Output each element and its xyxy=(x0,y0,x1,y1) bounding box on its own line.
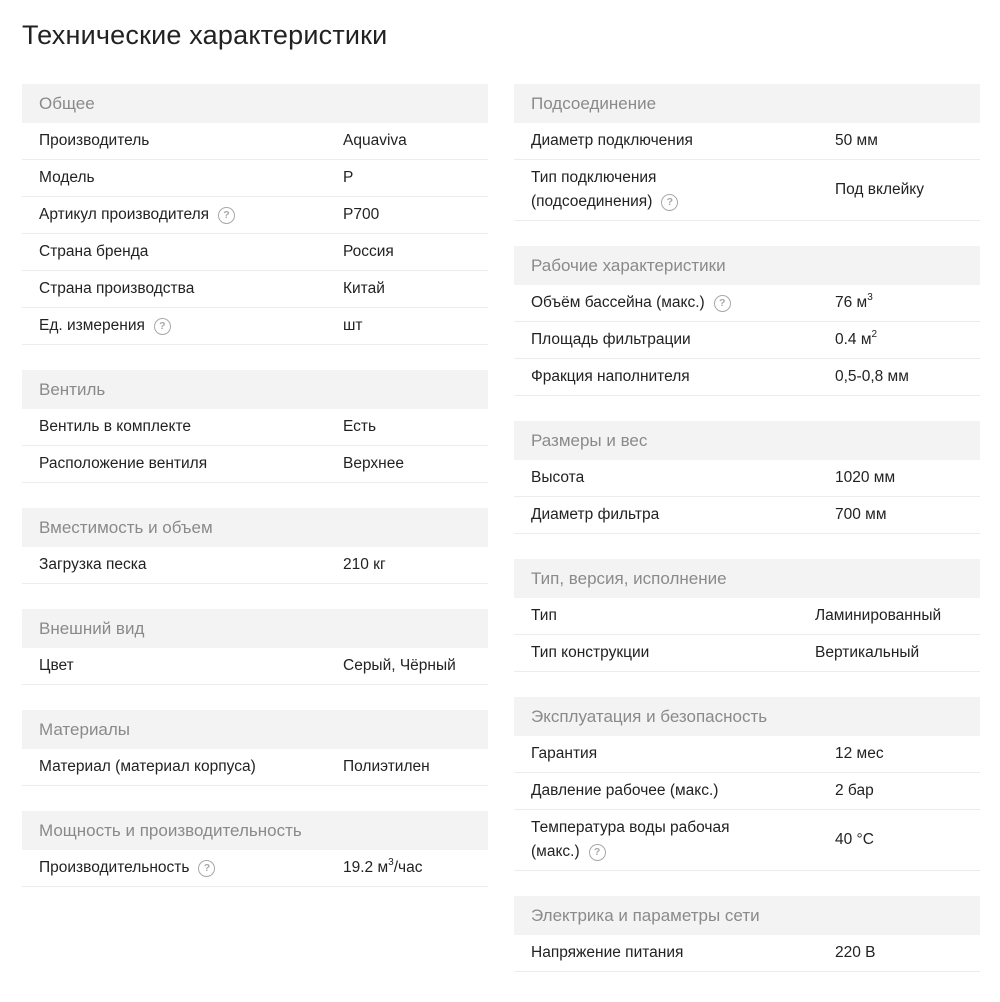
spec-value xyxy=(343,856,422,880)
spec-name: Загрузка песка xyxy=(39,556,147,573)
specs-left-column xyxy=(22,84,488,912)
spec-value: Верхнее xyxy=(343,455,404,472)
spec-row xyxy=(514,736,980,773)
section-valve xyxy=(22,370,488,483)
spec-name: Диаметр фильтра xyxy=(531,506,660,523)
spec-name: Расположение вентиля xyxy=(39,455,208,472)
spec-value: Россия xyxy=(343,243,394,260)
help-icon[interactable]: ? xyxy=(198,860,215,877)
spec-row xyxy=(22,234,488,271)
section-title: Мощность и производительность xyxy=(22,811,488,850)
spec-name-cell xyxy=(514,291,835,315)
spec-value-exponent: 3 xyxy=(867,292,873,303)
spec-row xyxy=(22,547,488,584)
spec-name-cell xyxy=(22,314,343,338)
section-title: Общее xyxy=(22,84,488,123)
spec-value: 1020 мм xyxy=(835,469,896,486)
spec-value: P700 xyxy=(343,206,380,223)
spec-name: Давление рабочее (макс.) xyxy=(531,782,719,799)
spec-row xyxy=(514,160,980,221)
spec-value: 2 бар xyxy=(835,782,874,799)
section-title: Вентиль xyxy=(22,370,488,409)
spec-row xyxy=(22,308,488,345)
spec-row xyxy=(514,285,980,322)
spec-value: 220 В xyxy=(835,944,876,961)
section-title: Эксплуатация и безопасность xyxy=(514,697,980,736)
spec-name: Страна производства xyxy=(39,280,195,297)
spec-row xyxy=(514,322,980,359)
spec-row xyxy=(22,271,488,308)
spec-row xyxy=(514,810,980,871)
section-type-version xyxy=(514,559,980,672)
spec-value: шт xyxy=(343,317,363,334)
spec-name: Площадь фильтрации xyxy=(531,331,691,348)
spec-name: Диаметр подключения xyxy=(531,132,693,149)
spec-name-line2: (подсоединения) xyxy=(531,193,653,210)
spec-name: Напряжение питания xyxy=(531,944,684,961)
section-title: Тип, версия, исполнение xyxy=(514,559,980,598)
spec-value: Вертикальный xyxy=(815,644,920,661)
spec-value: 12 мес xyxy=(835,745,884,762)
help-icon[interactable]: ? xyxy=(589,844,606,861)
help-icon[interactable]: ? xyxy=(154,318,171,335)
spec-value: Ламинированный xyxy=(815,607,942,624)
spec-row xyxy=(22,123,488,160)
spec-name: Объём бассейна (макс.) xyxy=(531,294,705,311)
spec-name: Высота xyxy=(531,469,585,486)
spec-row xyxy=(22,850,488,887)
spec-name: Ед. измерения xyxy=(39,317,145,334)
spec-value-exponent: 2 xyxy=(871,329,878,340)
help-icon[interactable]: ? xyxy=(218,207,235,224)
spec-name: Гарантия xyxy=(531,745,598,762)
section-connection xyxy=(514,84,980,221)
spec-name-cell xyxy=(514,816,835,864)
section-capacity xyxy=(22,508,488,584)
spec-name: Тип xyxy=(531,607,557,624)
spec-name: Тип конструкции xyxy=(531,644,650,661)
spec-row xyxy=(514,773,980,810)
spec-row xyxy=(514,497,980,534)
section-general xyxy=(22,84,488,345)
spec-row xyxy=(22,409,488,446)
section-title: Вместимость и объем xyxy=(22,508,488,547)
spec-value-suffix: /час xyxy=(393,859,423,876)
section-materials xyxy=(22,710,488,786)
spec-row xyxy=(22,749,488,786)
spec-name: Страна бренда xyxy=(39,243,149,260)
page-title: Технические характеристики xyxy=(22,20,388,50)
spec-value: 50 мм xyxy=(835,132,878,149)
spec-row xyxy=(22,648,488,685)
section-dimensions xyxy=(514,421,980,534)
spec-name-cell xyxy=(22,856,343,880)
section-title: Подсоединение xyxy=(514,84,980,123)
section-operation xyxy=(514,697,980,871)
spec-value: Полиэтилен xyxy=(343,758,430,775)
spec-row xyxy=(514,635,980,672)
spec-value xyxy=(835,291,873,315)
spec-value: Под вклейку xyxy=(835,181,924,198)
spec-value-exponent: 3 xyxy=(388,857,394,868)
section-performance xyxy=(514,246,980,396)
spec-name-cell xyxy=(514,166,835,214)
spec-value: 210 кг xyxy=(343,556,386,573)
spec-row xyxy=(22,160,488,197)
spec-name: Модель xyxy=(39,169,95,186)
spec-name: Производительность xyxy=(39,859,190,876)
spec-value: P xyxy=(343,169,354,186)
section-title: Электрика и параметры сети xyxy=(514,896,980,935)
spec-name: Цвет xyxy=(39,657,74,674)
section-title: Материалы xyxy=(22,710,488,749)
spec-name: Фракция наполнителя xyxy=(531,368,690,385)
spec-name: Материал (материал корпуса) xyxy=(39,758,256,775)
spec-row xyxy=(514,935,980,972)
spec-name: Артикул производителя xyxy=(39,206,210,223)
spec-value-main: 76 м xyxy=(835,294,868,311)
section-appearance xyxy=(22,609,488,685)
spec-row xyxy=(514,598,980,635)
spec-row xyxy=(22,197,488,234)
spec-row xyxy=(22,446,488,483)
spec-name: Вентиль в комплекте xyxy=(39,418,192,435)
spec-value-main: 0.4 м xyxy=(835,331,872,348)
section-title: Рабочие характеристики xyxy=(514,246,980,285)
spec-name: Производитель xyxy=(39,132,150,149)
help-icon[interactable]: ? xyxy=(661,194,678,211)
section-title: Размеры и вес xyxy=(514,421,980,460)
spec-row xyxy=(514,359,980,396)
help-icon[interactable]: ? xyxy=(714,295,731,312)
spec-value: Aquaviva xyxy=(343,132,407,149)
spec-value-main: 19.2 м xyxy=(343,859,389,876)
section-electrical xyxy=(514,896,980,972)
specs-right-column xyxy=(514,84,980,997)
spec-name-line1: Тип подключения xyxy=(531,169,657,186)
spec-value xyxy=(835,328,877,352)
spec-name-line2: (макс.) xyxy=(531,843,580,860)
spec-value: Есть xyxy=(343,418,377,435)
spec-value: 40 °C xyxy=(835,831,874,848)
spec-row xyxy=(514,460,980,497)
spec-value: 0,5-0,8 мм xyxy=(835,368,909,385)
section-title: Внешний вид xyxy=(22,609,488,648)
spec-name-line1: Температура воды рабочая xyxy=(531,819,730,836)
spec-value: 700 мм xyxy=(835,506,887,523)
spec-value: Китай xyxy=(343,280,385,297)
spec-name-cell xyxy=(22,203,343,227)
spec-row xyxy=(514,123,980,160)
section-power xyxy=(22,811,488,887)
spec-value: Серый, Чёрный xyxy=(343,657,456,674)
